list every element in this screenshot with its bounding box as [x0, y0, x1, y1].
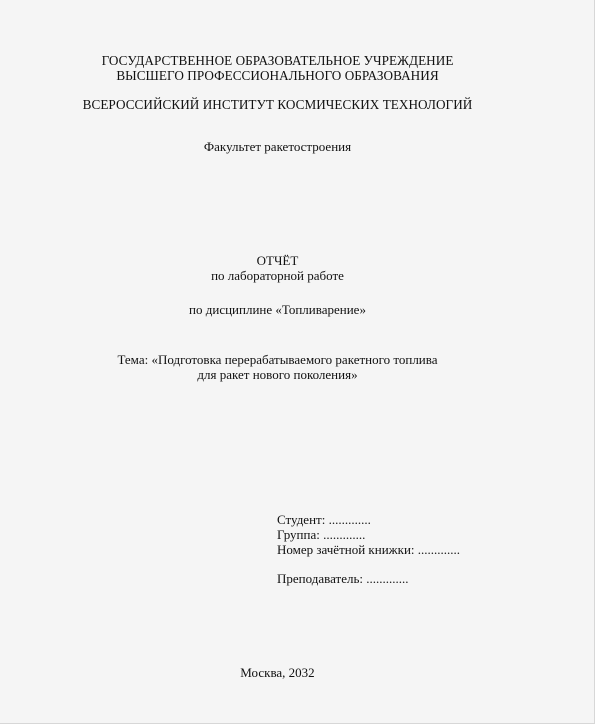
- discipline-line: по дисциплине «Топливарение»: [189, 302, 366, 317]
- header-line-1: ГОСУДАРСТВЕННОЕ ОБРАЗОВАТЕЛЬНОЕ УЧРЕЖДЕНИЕ: [101, 53, 454, 68]
- institute-name: ВСЕРОССИЙСКИЙ ИНСТИТУТ КОСМИЧЕСКИХ ТЕХНОЛОГИЙ: [82, 97, 473, 112]
- topic-line-1: Тема: «Подготовка перерабатываемого ракетного топлива: [117, 352, 438, 367]
- group-field: Группа: .............: [277, 527, 366, 542]
- teacher-field: Преподаватель: .............: [277, 571, 409, 586]
- report-title: ОТЧЁТ: [256, 253, 299, 268]
- report-subtitle: по лабораторной работе: [211, 268, 344, 283]
- city-year: Москва, 2032: [240, 665, 315, 680]
- student-field: Студент: .............: [277, 512, 371, 527]
- topic-line-2: для ракет нового поколения»: [197, 367, 358, 382]
- record-book-field: Номер зачётной книжки: .............: [277, 542, 461, 557]
- faculty-name: Факультет ракетостроения: [203, 139, 352, 154]
- header-line-2: ВЫСШЕГО ПРОФЕССИОНАЛЬНОГО ОБРАЗОВАНИЯ: [116, 68, 439, 83]
